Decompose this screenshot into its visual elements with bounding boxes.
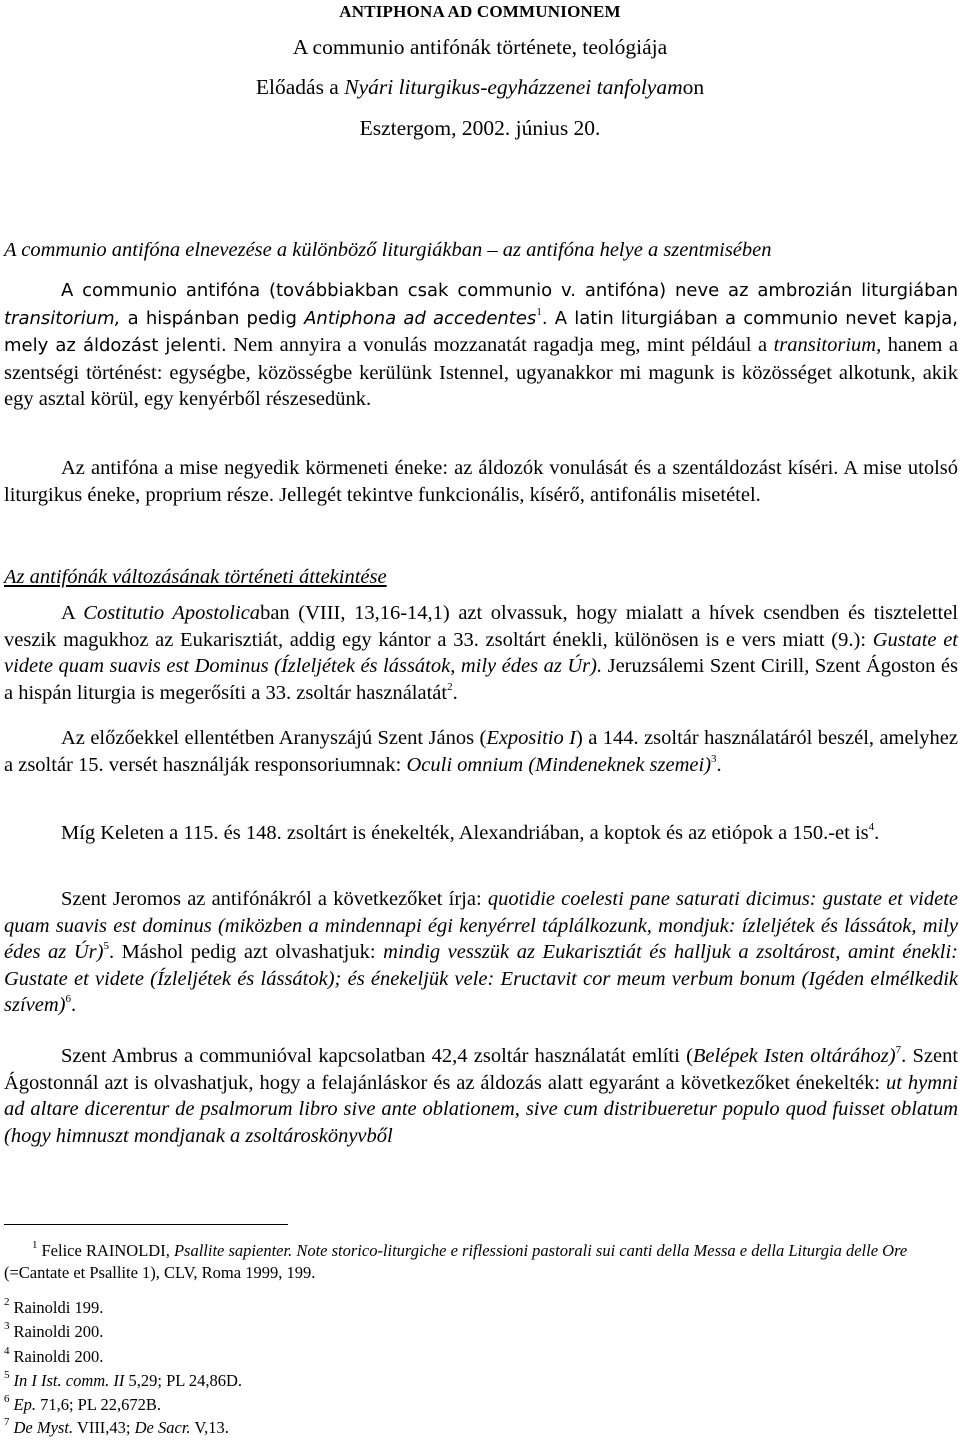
footnote-3: $^3$ Rainoldi 200.	[4, 1320, 104, 1341]
section-heading-2: Az antifónák változásának történeti áttekintése	[4, 566, 387, 588]
place-date: Esztergom, 2002. június 20.	[359, 116, 601, 140]
footnote-ref-7[interactable]: 7	[895, 1044, 902, 1056]
footnote-1: $^1$ Felice RAINOLDI, Psallite sapienter. Note storico-liturgiche e riflessioni pastorali sui canti della Messa e della Liturgia delle Ore (=Cantate et Psallite 1), CLV, Roma 1999, 199.	[4, 1239, 908, 1283]
footnote-ref-6[interactable]: 6	[65, 993, 71, 1005]
footnote-4: $^4$ Rainoldi 200.	[4, 1345, 104, 1366]
footnote-separator	[4, 1224, 288, 1225]
footnote-ref-4[interactable]: 4	[868, 821, 875, 833]
section1-paragraph-2: Az antifóna a mise negyedik körmeneti éneke: az áldozók vonulását és a szentáldozást kíséri. A mise utolsó liturgikus éneke, proprium része. Jellegét tekintve funkcionális, kísérő, antifonális misetétel.	[4, 457, 958, 506]
footnote-ref-1[interactable]: 1	[536, 305, 542, 318]
footnote-2: $^2$ Rainoldi 199.	[4, 1296, 104, 1317]
document-title: ANTIPHONA AD COMMUNIONEM	[339, 2, 621, 21]
footnote-6: $^6$ Ep. 71,6; PL 22,672B.	[4, 1393, 161, 1414]
footnote-7: $^7$ De Myst. VIII,43; De Sacr. V,13.	[4, 1416, 229, 1437]
section2-paragraph-5: Szent Ambrus a communióval kapcsolatban 42,4 zsoltár használatát említi (Belépek Isten oltárához)$^7$. Szent Ágostonnál azt is olvashatjuk, hogy a felajánláskor és az áldozás alatt egyaránt a következőket énekelték: ut hymni ad altare dicerentur de psalmorum libro sive ante oblationem, sive cum distribueretur populo quod fuisset oblatum (hogy himnuszt mondjanak a zsoltároskönyvből	[4, 1044, 959, 1147]
section2-paragraph-4: Szent Jeromos az antifónákról a következőket írja: quotidie coelesti pane saturati dicimus: gustate et videte quam suavis est dominus (miközben a mindennapi égi kenyérrel táplálkozunk, mondjuk: ízleljétek és lássátok, mily édes az Úr)$^5$. Máshol pedig azt olvashatjuk: mindig vesszük az Eukarisztiát és halljuk a zsoltárost, amint énekli: Gustate et videte (Ízleljétek és lássátok); és énekeljük vele: Eructavit cor meum verbum bonum (Igéden elmélkedik szívem)$^6$.	[4, 888, 958, 1016]
footnote-ref-3[interactable]: 3	[711, 752, 717, 765]
footnote-5: $^5$ In I Ist. comm. II 5,29; PL 24,86D.	[4, 1369, 243, 1390]
section1-paragraph-1: A communio antifóna (továbbiakban csak communio v. antifóna) neve az ambrozián liturgiában transitorium, a hispánban pedig Antiphona ad accedentes$^1$. A latin liturgiában a communio nevet kapja, mely az áldozást jelenti. Nem annyira a vonulás mozzanatát ragadja meg, mint például a transitorium, hanem a szentségi történést: egységbe, közösségbe kerülünk Istennel, ugyanakkor mi magunk is közösséget alkotunk, akik egy asztal körül, egy kenyérből részesedünk.	[4, 280, 958, 410]
footnote-ref-2[interactable]: 2	[447, 680, 453, 693]
section-heading-1: A communio antifóna elnevezése a különböző liturgiákban – az antifóna helye a szentmisében	[4, 239, 772, 261]
document-subtitle: A communio antifónák története, teológiája	[292, 35, 668, 59]
footnote-ref-5[interactable]: 5	[103, 940, 109, 952]
section2-paragraph-1: A Costitutio Apostolicaban (VIII, 13,16-14,1) azt olvassuk, hogy mialatt a hívek csendben és tisztelettel veszik magukhoz az Eukarisztiát, addig egy kántor a 33. zsoltárt énekli, különösen is e vers miatt (9.): Gustate et videte quam suavis est Dominus (Ízleljétek és lássátok, mily édes az Úr). Jeruzsálemi Szent Cirill, Szent Ágoston és a hispán liturgia is megerősíti a 33. zsoltár használatát$^2$.	[4, 602, 958, 704]
section2-paragraph-3: Míg Keleten a 115. és 148. zsoltárt is énekelték, Alexandriában, a koptok és az etiópok a 150.-et $is^4$.	[61, 821, 880, 844]
section2-paragraph-2: Az előzőekkel ellentétben Aranyszájú Szent János (Expositio I) a 144. zsoltár használatáról beszél, amelyhez a zsoltár 15. versét használják responsoriumnak: Oculi omnium (Mindeneknek szemei)$^3$.	[4, 727, 958, 776]
lecture-line: Előadás a Nyári liturgikus-egyházzenei tanfolyamon	[255, 75, 705, 99]
